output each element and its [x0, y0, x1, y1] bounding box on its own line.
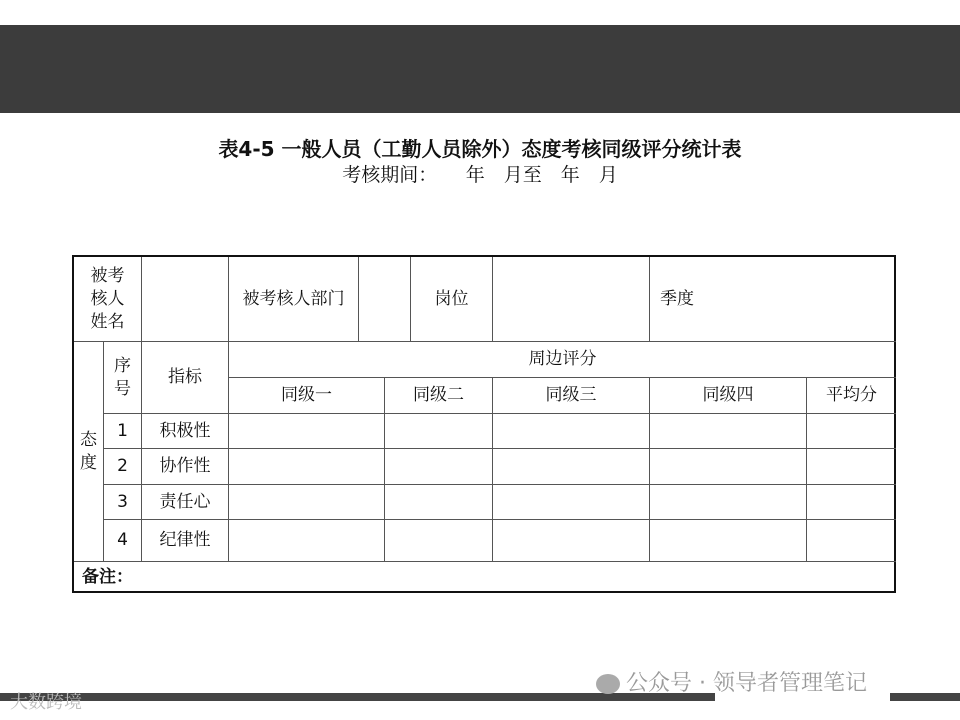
row-indicator: 积极性: [142, 414, 229, 449]
peer-header: 同级一: [229, 378, 385, 414]
score-cell[interactable]: [807, 485, 896, 520]
peer-header: 平均分: [807, 378, 896, 414]
peer-label: 周边评分: [229, 342, 896, 378]
row-number: 4: [104, 520, 142, 562]
name-value[interactable]: [142, 257, 229, 342]
peer-header: 同级二: [385, 378, 493, 414]
score-cell[interactable]: [385, 414, 493, 449]
season-label: 季度: [650, 257, 896, 342]
row-number: 3: [104, 485, 142, 520]
row-indicator: 责任心: [142, 485, 229, 520]
score-cell[interactable]: [229, 485, 385, 520]
period-line: 考核期间： 年 月至 年 月: [342, 164, 618, 186]
score-cell[interactable]: [807, 414, 896, 449]
watermark-left: 大数跨境: [10, 692, 82, 713]
score-cell[interactable]: [807, 520, 896, 562]
score-cell[interactable]: [650, 414, 807, 449]
score-cell[interactable]: [650, 520, 807, 562]
seq-label: 序号: [104, 342, 142, 414]
score-cell[interactable]: [493, 414, 650, 449]
index-label: 指标: [142, 342, 229, 414]
watermark-right: 公众号 · 领导者管理笔记: [596, 666, 867, 697]
table-title: 表4-5 一般人员（工勤人员除外）态度考核同级评分统计表: [218, 137, 742, 161]
wechat-icon: [596, 674, 620, 694]
position-label: 岗位: [411, 257, 493, 342]
score-cell[interactable]: [650, 449, 807, 485]
peer-header: 同级三: [493, 378, 650, 414]
score-table: [72, 255, 896, 593]
header-band: [0, 25, 960, 113]
row-indicator: 协作性: [142, 449, 229, 485]
score-cell[interactable]: [229, 520, 385, 562]
row-number: 2: [104, 449, 142, 485]
peer-header: 同级四: [650, 378, 807, 414]
score-cell[interactable]: [493, 449, 650, 485]
score-cell[interactable]: [385, 520, 493, 562]
position-value[interactable]: [493, 257, 650, 342]
row-number: 1: [104, 414, 142, 449]
name-label: 被考核人姓名: [74, 257, 142, 342]
score-cell[interactable]: [229, 449, 385, 485]
score-cell[interactable]: [229, 414, 385, 449]
remark-label: 备注：: [82, 567, 133, 587]
footer-bar-right: [890, 693, 960, 701]
group-label: 态度: [74, 342, 104, 562]
dept-value[interactable]: [359, 257, 411, 342]
score-cell[interactable]: [385, 485, 493, 520]
score-cell[interactable]: [650, 485, 807, 520]
dept-label: 被考核人部门: [229, 257, 359, 342]
score-cell[interactable]: [493, 520, 650, 562]
score-cell[interactable]: [807, 449, 896, 485]
score-cell[interactable]: [385, 449, 493, 485]
row-indicator: 纪律性: [142, 520, 229, 562]
score-cell[interactable]: [493, 485, 650, 520]
